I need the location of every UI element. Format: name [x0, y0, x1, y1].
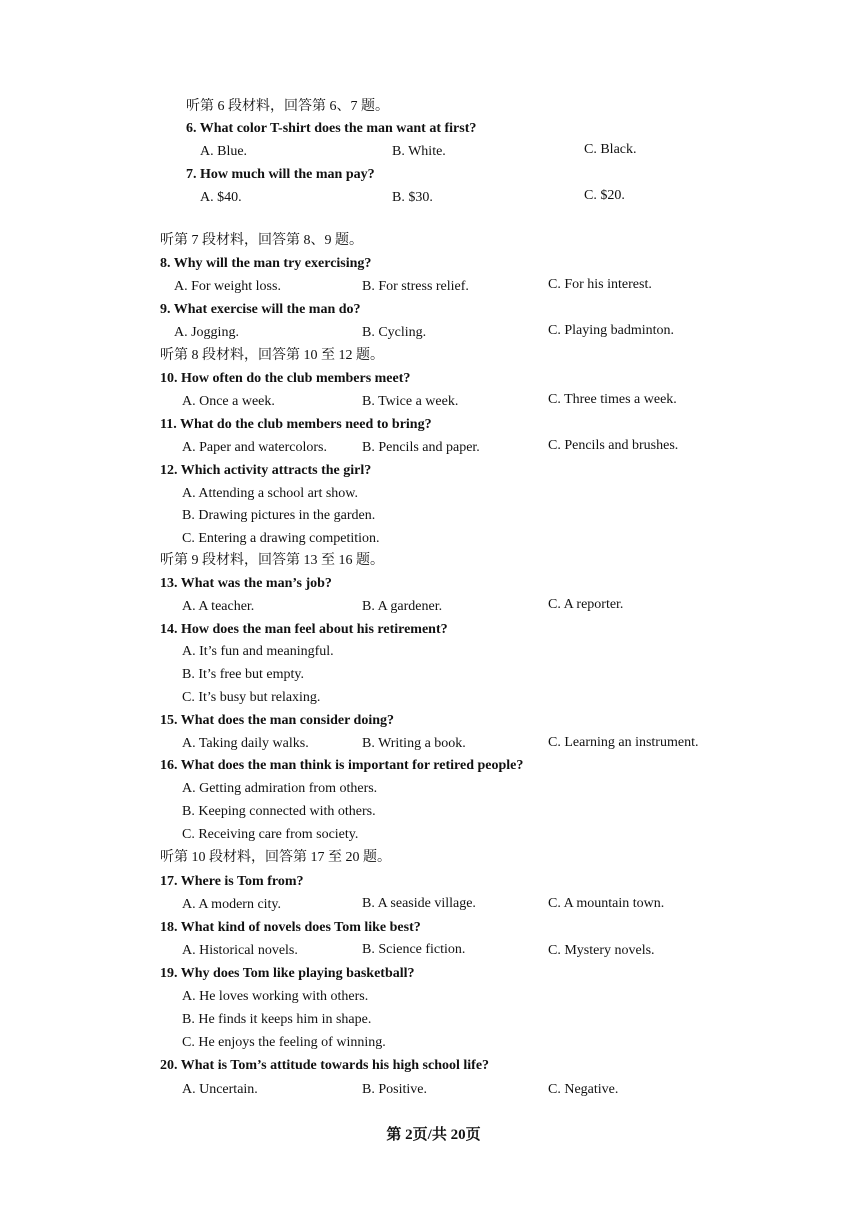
option-17b: B. A seaside village.: [362, 896, 476, 911]
question-19: 19. Why does Tom like playing basketball?: [160, 966, 415, 981]
question-11: 11. What do the club members need to bring?: [160, 417, 432, 432]
option-14c: C. It’s busy but relaxing.: [182, 690, 321, 705]
section-heading-6: 听第 6 段材料，回答第 6、7 题。: [186, 99, 389, 114]
question-12: 12. Which activity attracts the girl?: [160, 463, 372, 478]
option-18a: A. Historical novels.: [182, 943, 298, 958]
question-18: 18. What kind of novels does Tom like best?: [160, 920, 421, 935]
option-11a: A. Paper and watercolors.: [182, 440, 328, 455]
option-16c: C. Receiving care from society.: [182, 827, 359, 842]
section-heading-8: 听第 8 段材料，回答第 10 至 12 题。: [160, 348, 384, 363]
option-9a: A. Jogging.: [174, 325, 239, 340]
question-20: 20. What is Tom’s attitude towards his high school life?: [160, 1058, 490, 1073]
option-15b: B. Writing a book.: [362, 736, 466, 751]
option-18c: C. Mystery novels.: [548, 943, 655, 958]
question-15: 15. What does the man consider doing?: [160, 713, 395, 728]
option-11b: B. Pencils and paper.: [362, 440, 480, 455]
option-10b: B. Twice a week.: [362, 394, 459, 409]
option-17c: C. A mountain town.: [548, 896, 665, 911]
option-7c: C. $20.: [584, 188, 625, 203]
option-10a: A. Once a week.: [182, 394, 275, 409]
option-17a: A. A modern city.: [182, 897, 282, 912]
question-16: 16. What does the man think is important for retired people?: [160, 758, 524, 773]
option-13b: B. A gardener.: [362, 599, 443, 614]
option-8a: A. For weight loss.: [174, 279, 281, 294]
option-9c: C. Playing badminton.: [548, 323, 674, 338]
page-number-footer: 第 2页/共 20页: [386, 1127, 481, 1143]
option-19a: A. He loves working with others.: [182, 989, 369, 1004]
option-16a: A. Getting admiration from others.: [182, 781, 378, 796]
option-20b: B. Positive.: [362, 1082, 427, 1097]
option-13a: A. A teacher.: [182, 599, 255, 614]
option-7a: A. $40.: [200, 190, 242, 205]
option-8b: B. For stress relief.: [362, 279, 469, 294]
option-18b: B. Science fiction.: [362, 942, 466, 957]
option-10c: C. Three times a week.: [548, 392, 677, 407]
option-12b: B. Drawing pictures in the garden.: [182, 508, 376, 523]
option-19b: B. He finds it keeps him in shape.: [182, 1012, 372, 1027]
question-8: 8. Why will the man try exercising?: [160, 256, 372, 271]
question-6: 6. What color T-shirt does the man want at first?: [186, 121, 477, 136]
option-16b: B. Keeping connected with others.: [182, 804, 376, 819]
question-10: 10. How often do the club members meet?: [160, 371, 411, 386]
option-6a: A. Blue.: [200, 144, 248, 159]
option-11c: C. Pencils and brushes.: [548, 438, 679, 453]
option-20a: A. Uncertain.: [182, 1082, 258, 1097]
option-15c: C. Learning an instrument.: [548, 735, 699, 750]
question-13: 13. What was the man’s job?: [160, 576, 332, 591]
question-9: 9. What exercise will the man do?: [160, 302, 361, 317]
option-9b: B. Cycling.: [362, 325, 427, 340]
question-17: 17. Where is Tom from?: [160, 874, 304, 889]
option-20c: C. Negative.: [548, 1082, 619, 1097]
question-7: 7. How much will the man pay?: [186, 167, 375, 182]
option-12a: A. Attending a school art show.: [182, 486, 359, 501]
option-8c: C. For his interest.: [548, 277, 652, 292]
option-13c: C. A reporter.: [548, 597, 624, 612]
section-heading-7: 听第 7 段材料，回答第 8、9 题。: [160, 233, 363, 248]
option-19c: C. He enjoys the feeling of winning.: [182, 1035, 386, 1050]
option-6b: B. White.: [392, 144, 446, 159]
section-heading-10: 听第 10 段材料，回答第 17 至 20 题。: [160, 850, 391, 865]
question-14: 14. How does the man feel about his retirement?: [160, 622, 448, 637]
option-15a: A. Taking daily walks.: [182, 736, 309, 751]
option-14b: B. It’s free but empty.: [182, 667, 304, 682]
option-7b: B. $30.: [392, 190, 433, 205]
option-14a: A. It’s fun and meaningful.: [182, 644, 334, 659]
option-12c: C. Entering a drawing competition.: [182, 531, 380, 546]
option-6c: C. Black.: [584, 142, 637, 157]
section-heading-9: 听第 9 段材料，回答第 13 至 16 题。: [160, 553, 384, 568]
